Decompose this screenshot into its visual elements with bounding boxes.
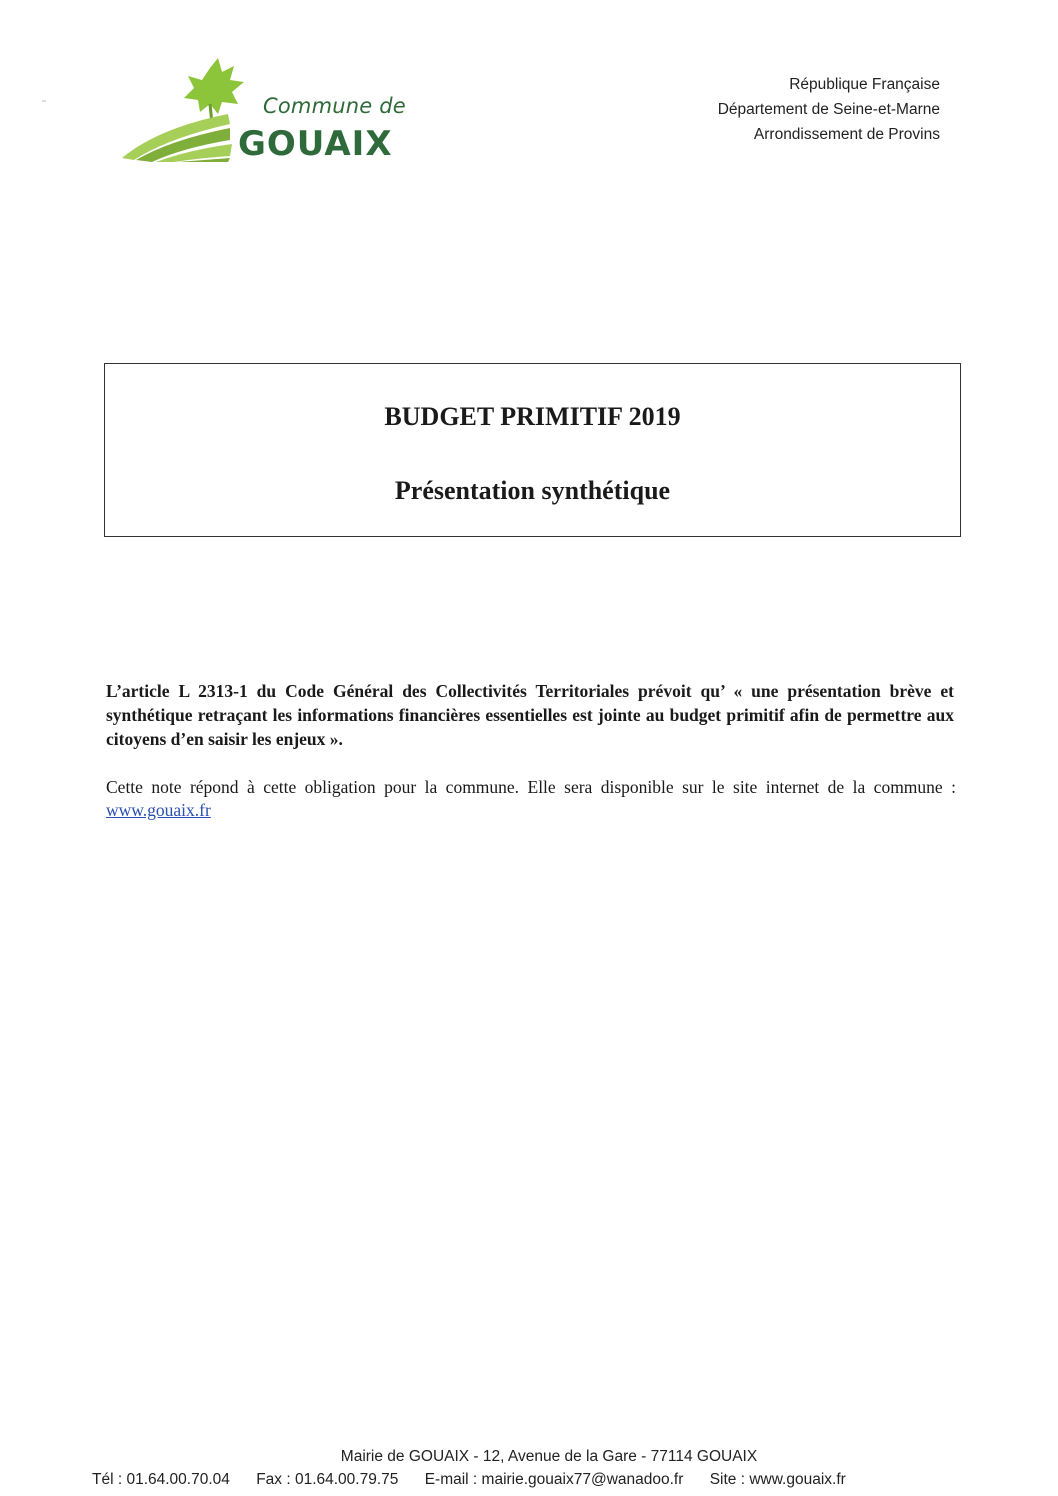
header-line-departement: Département de Seine-et-Marne	[717, 101, 940, 118]
logo-commune-label: Commune de	[263, 94, 406, 118]
note-paragraph	[106, 776, 956, 822]
note-text: Cette note répond à cette obligation pour la commune. Elle sera disponible sur le site internet de la commune :	[106, 777, 956, 797]
footer-fax: Fax : 01.64.00.79.75	[256, 1471, 399, 1488]
footer-address: Mairie de GOUAIX - 12, Avenue de la Gare - 77114 GOUAIX	[340, 1448, 758, 1465]
administrative-header	[718, 72, 940, 147]
commune-logo	[118, 58, 418, 170]
footer-email: E-mail : mairie.gouaix77@wanadoo.fr	[424, 1471, 684, 1488]
title-box	[104, 363, 961, 537]
document-subtitle: Présentation synthétique	[394, 476, 671, 505]
intro-paragraph: L’article L 2313-1 du Code Général des Collectivités Territoriales prévoit qu’ « une présentation brève et synthétique retraçant les informations financières essentielles est jointe au budget primitif afin de permettre aux citoyens d’en saisir les enjeux ».	[106, 681, 954, 749]
header-line-republique: République Française	[789, 76, 940, 93]
website-link[interactable]: www.gouaix.fr	[106, 800, 211, 820]
scan-speck	[42, 100, 46, 102]
footer-site: Site : www.gouaix.fr	[709, 1471, 846, 1488]
header-line-arrondissement: Arrondissement de Provins	[753, 126, 940, 143]
footer-tel: Tél : 01.64.00.70.04	[92, 1471, 230, 1488]
logo-commune-name: GOUAIX	[238, 124, 393, 164]
vine-leaf-fields-icon	[118, 58, 258, 170]
footer-contacts	[92, 1471, 846, 1489]
document-title: BUDGET PRIMITIF 2019	[384, 402, 681, 431]
